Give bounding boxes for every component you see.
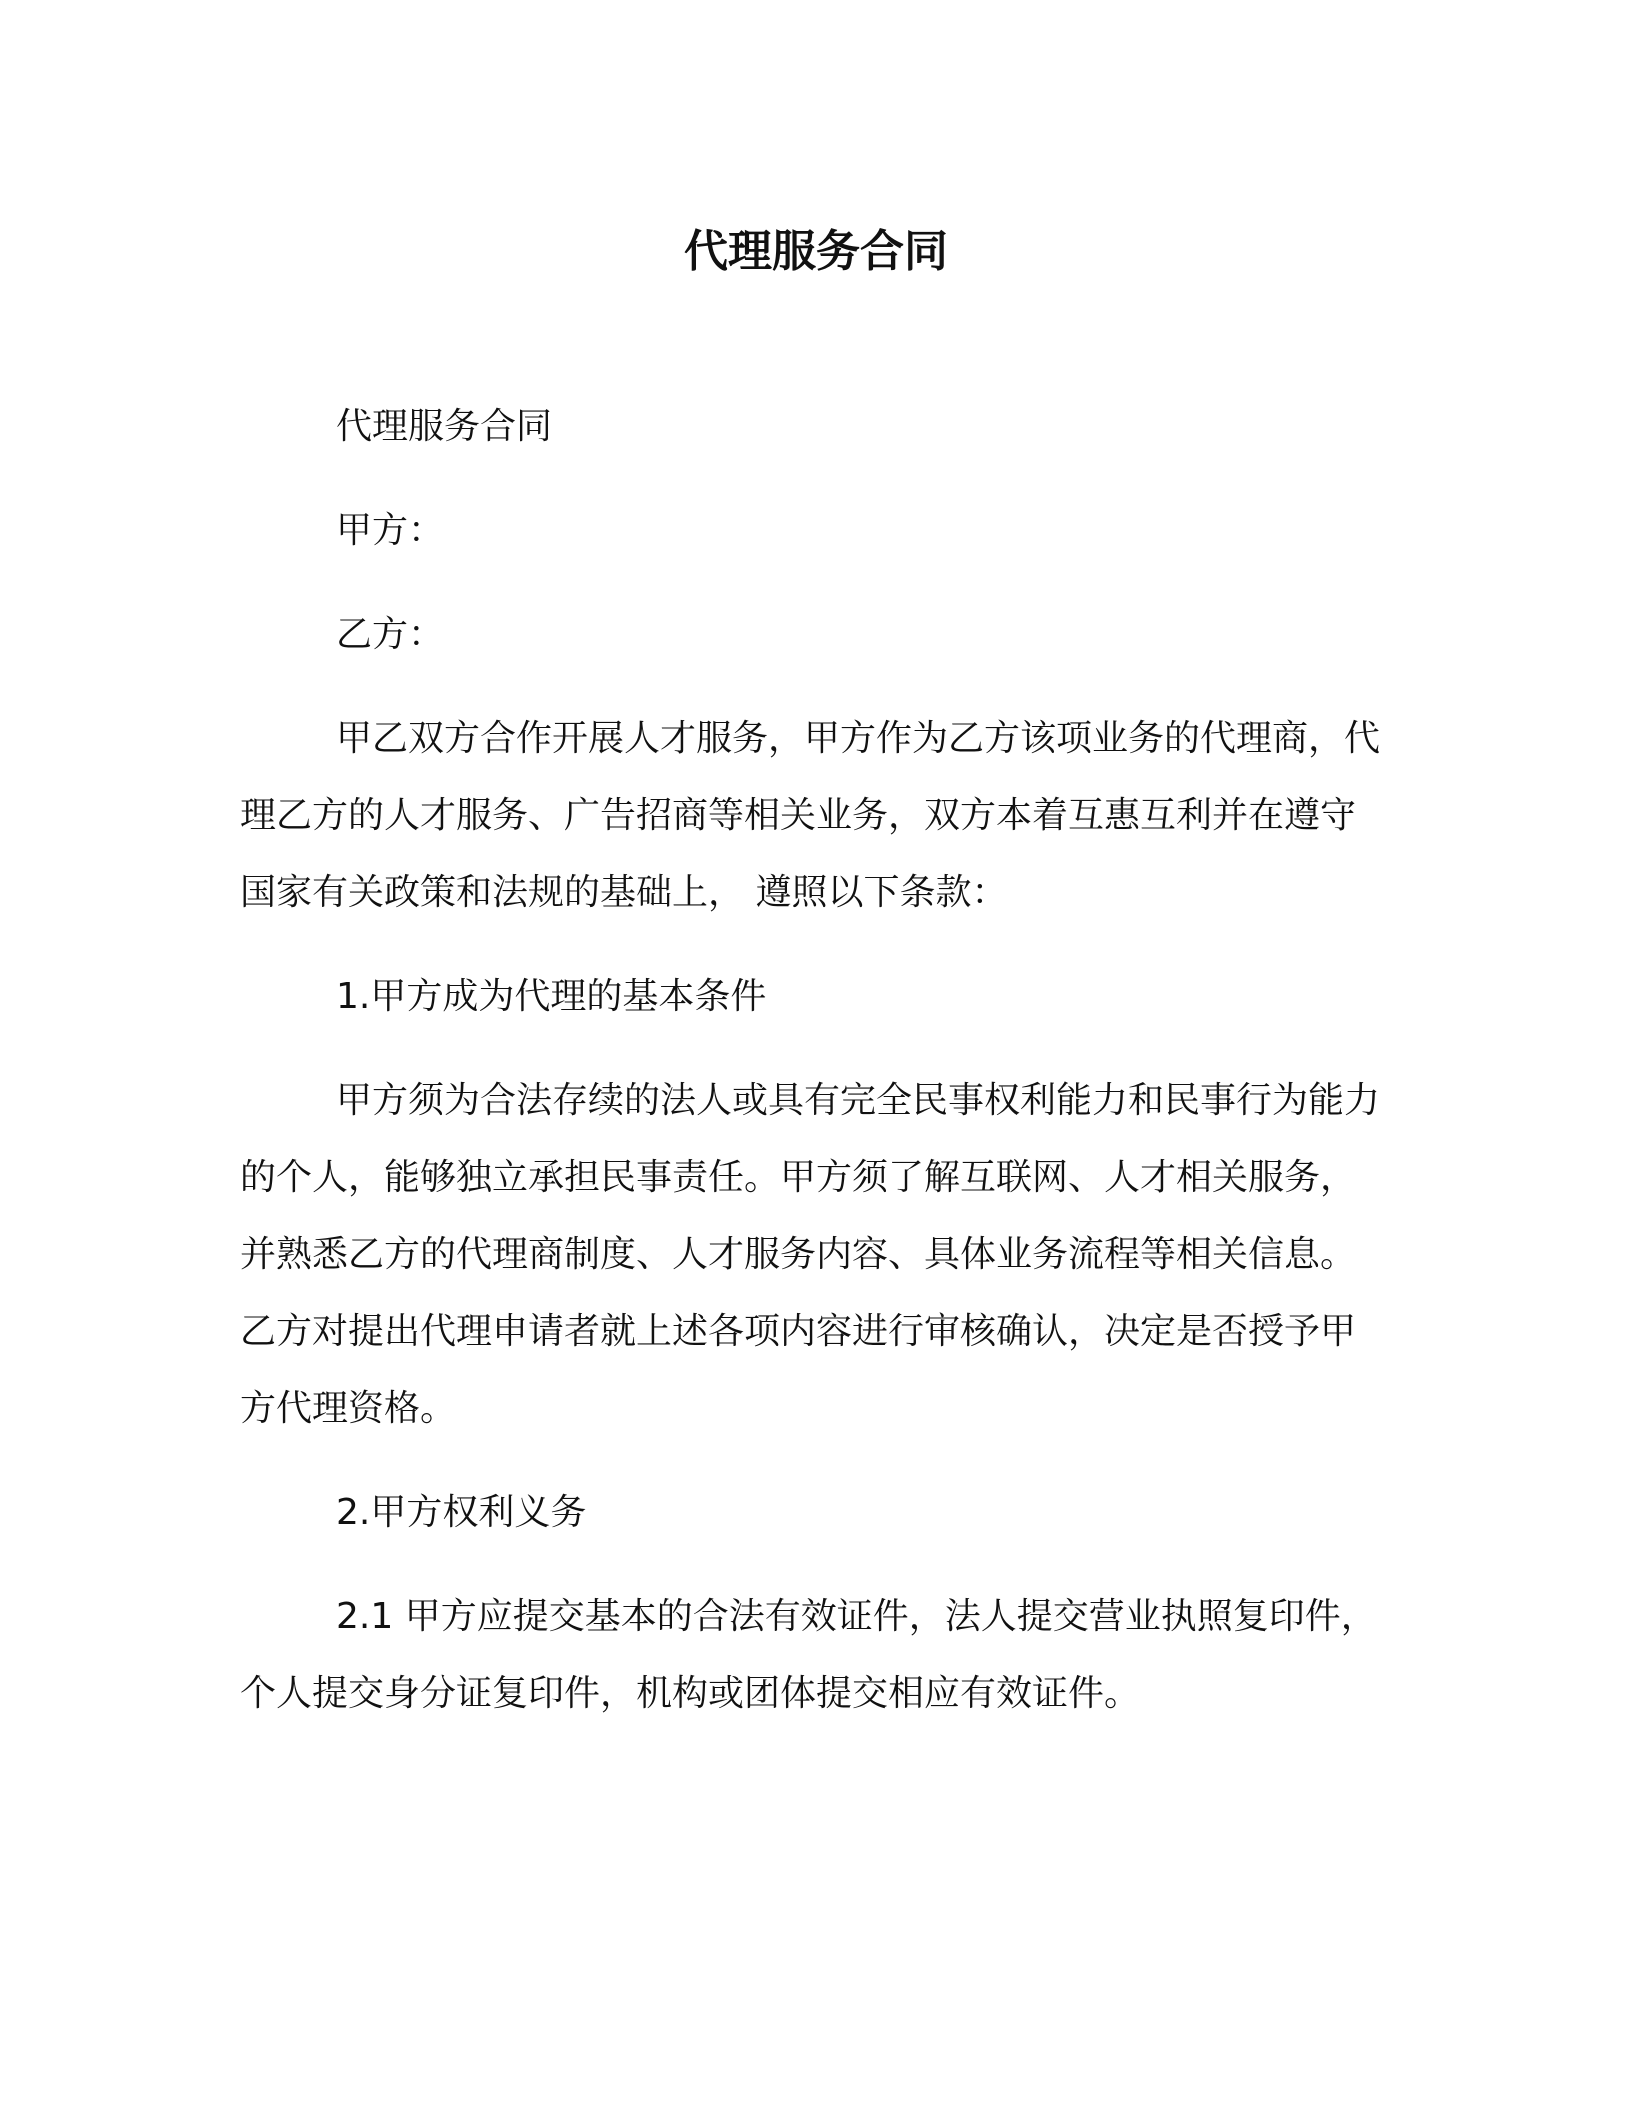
paragraph-party-b: 乙方：: [336, 614, 445, 655]
paragraph-section-1: 甲方须为合法存续的法人或具有完全民事权利能力和民事行为能力的个人，能够独立承担民事责任。甲方须了解互联网、人才相关服务，并熟悉乙方的代理商制度、人才服务内容、具体业务流程等相关信息。乙方对提出代理申请者就上述各项内容进行审核确认，决定是否授予甲方代理资格。: [240, 1080, 1381, 1429]
document-body: [240, 388, 1390, 1732]
section-heading-1: 1.甲方成为代理的基本条件: [336, 976, 767, 1017]
section-heading-2: 2.甲方权利义务: [336, 1492, 587, 1533]
paragraph-heading: 代理服务合同: [336, 406, 553, 447]
paragraph-section-2-1: 2.1 甲方应提交基本的合法有效证件，法人提交营业执照复印件，个人提交身分证复印件，机构或团体提交相应有效证件。: [240, 1596, 1377, 1714]
paragraph-preamble: 甲乙双方合作开展人才服务，甲方作为乙方该项业务的代理商，代理乙方的人才服务、广告招商等相关业务，双方本着互惠互利并在遵守国家有关政策和法规的基础上， 遵照以下条款：: [240, 718, 1381, 913]
document-title: 代理服务合同: [684, 226, 948, 277]
paragraph-party-a: 甲方：: [336, 510, 445, 551]
